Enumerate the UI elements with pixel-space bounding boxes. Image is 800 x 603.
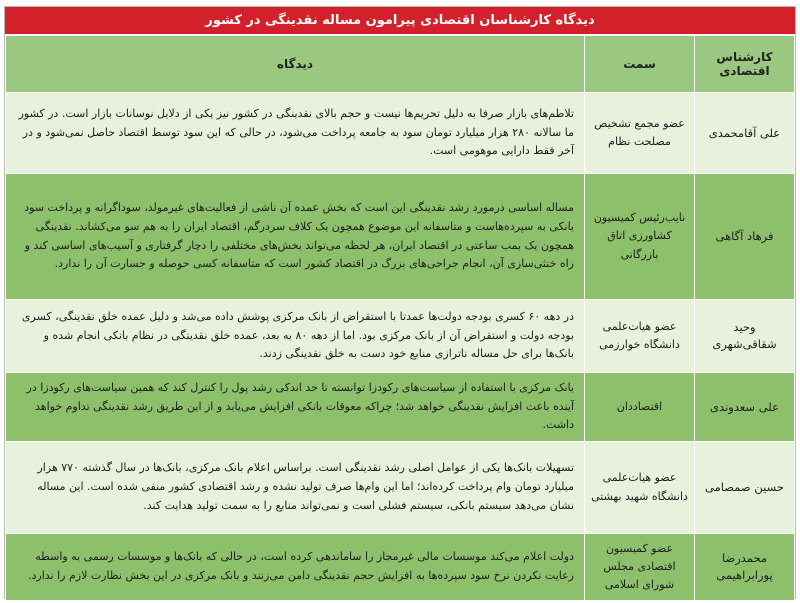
- expert-name: علی سعدوندی: [695, 373, 795, 442]
- expert-name: فرهاد آگاهی: [695, 174, 795, 300]
- header-position: سمت: [585, 36, 695, 93]
- expert-view: بانک مرکزی با استفاده از سیاست‌های رکودزا توانسته تا حد اندکی رشد پول را کنترل کند که همین سیاست‌های رکودزا در آینده باعث افزایش نقدینگی خواهد شد؛ چراکه معوقات بانکی افزایش می‌یابد و از این طریق رشد نقدینگی تداوم خواهد داشت.: [6, 373, 585, 442]
- expert-position: عضو هیات‌علمی دانشگاه شهید بهشتی: [585, 442, 695, 534]
- table-header-row: [6, 36, 795, 93]
- expert-position: عضو کمیسیون اقتصادی مجلس شورای اسلامی: [585, 534, 695, 601]
- expert-position: نایب‌رئیس کمیسیون کشاورزی اتاق بازرگانی: [585, 174, 695, 300]
- table-title: دیدگاه کارشناسان اقتصادی پیرامون مساله نقدینگی در کشور: [5, 7, 795, 35]
- expert-name: وحید شقاقی‌شهری: [695, 300, 795, 373]
- experts-table-panel: [4, 6, 796, 599]
- expert-view: مساله اساسی درمورد رشد نقدینگی این است که بخش عمده آن ناشی از فعالیت‌های غیرمولد، سوداگرانه و پرداخت سود بانکی به سپرده‌هاست و متاسفانه این موضوع همچون یک کلاف سردرگم، اقتصاد ایران را به هم سو می‌کشاند. نقدینگی همچون یک بمب ساعتی در اقتصاد ایران، هر لحظه می‌تواند بخش‌های مختلفی را دچار گرفتاری و آسیب‌های اساسی کند و راه خنثی‌سازی آن، انجام جراحی‌های بزرگ در اقتصاد کشور است که متاسفانه کسی حوصله و جسارت آن را ندارد.: [6, 174, 585, 300]
- expert-view: دولت اعلام می‌کند موسسات مالی غیرمجاز را ساماندهی کرده است، در حالی که بانک‌ها و موسسات رسمی به واسطه رعایت نکردن نرخ سود سپرده‌ها به افزایش حجم نقدینگی دامن می‌زنند و بانک مرکزی در این بخش نظارت لازم را ندارد.: [6, 534, 585, 601]
- expert-position: عضو مجمع تشخیص مصلحت نظام: [585, 93, 695, 174]
- header-expert: کارشناس اقتصادی: [695, 36, 795, 93]
- expert-name: علی آقامحمدی: [695, 93, 795, 174]
- expert-name: حسین صمصامی: [695, 442, 795, 534]
- table-row: [6, 442, 795, 534]
- table-row: [6, 534, 795, 601]
- expert-name: محمدرضا پورابراهیمی: [695, 534, 795, 601]
- table-row: [6, 174, 795, 300]
- expert-view: تلاطم‌های بازار صرفا به دلیل تحریم‌ها نیست و حجم بالای نقدینگی در کشور نیز یکی از دلایل نوسانات بازار است. در کشور ما سالانه ۲۸۰ هزار میلیارد تومان سود به جامعه پرداخت می‌شود، در حالی که این سود توسط اقتصاد حاصل نمی‌شود و در آخر فقط دارایی موهومی است.: [6, 93, 585, 174]
- expert-view: در دهه ۶۰ کسری بودجه دولت‌ها عمدتا با استقراض از بانک مرکزی پوشش داده می‌شد و دلیل عمده خلق نقدینگی، کسری بودجه دولت و استقراض آن از بانک مرکزی بود. اما از دهه ۸۰ به بعد، عمده خلق نقدینگی در نظام بانکی انجام شده و بانک‌ها برای حل مساله ناترازی منابع خود دست به خلق نقدینگی زدند.: [6, 300, 585, 373]
- table-row: [6, 300, 795, 373]
- expert-position: اقتصاددان: [585, 373, 695, 442]
- header-view: دیدگاه: [6, 36, 585, 93]
- expert-position: عضو هیات‌علمی دانشگاه خوارزمی: [585, 300, 695, 373]
- table-row: [6, 373, 795, 442]
- table-row: [6, 93, 795, 174]
- experts-table: [5, 35, 795, 601]
- expert-view: تسهیلات بانک‌ها یکی از عوامل اصلی رشد نقدینگی است. براساس اعلام بانک مرکزی، بانک‌ها در سال گذشته ۷۷۰ هزار میلیارد تومان وام پرداخت کرده‌اند؛ اما این وام‌ها صرف تولید نشده و رشد اقتصادی کشور منفی شده است. این مساله نشان می‌دهد سیستم بانکی، سیستم فشلی است و نمی‌تواند منابع را به سمت تولید هدایت کند.: [6, 442, 585, 534]
